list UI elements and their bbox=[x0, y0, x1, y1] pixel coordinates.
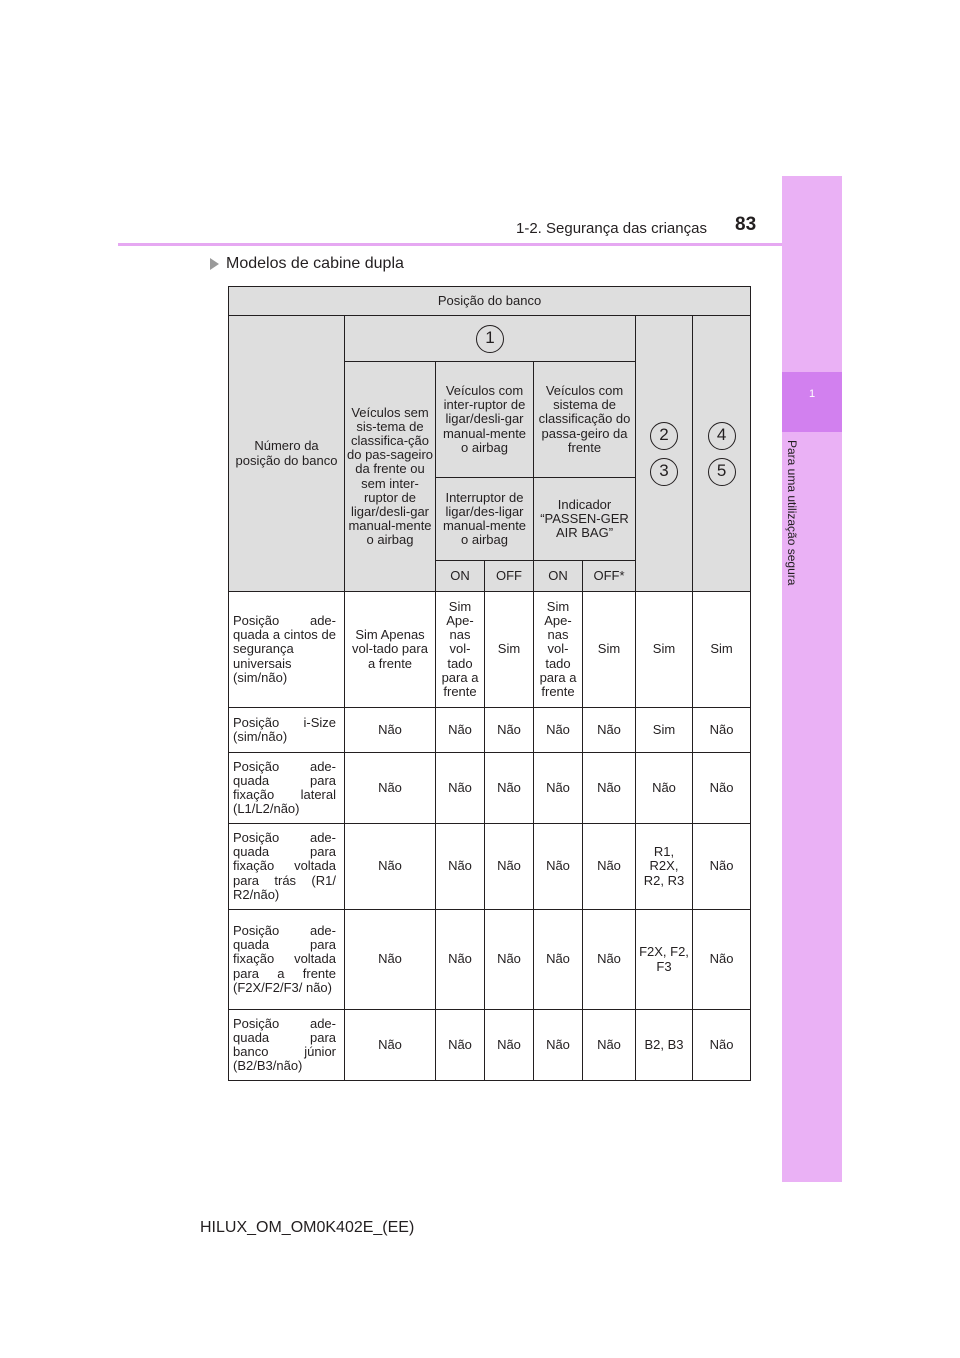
chapter-tab[interactable] bbox=[782, 372, 842, 432]
section-title: 1-2. Segurança das crianças bbox=[516, 220, 707, 237]
table-cell: Sim bbox=[636, 592, 693, 708]
table-cell: Não bbox=[583, 824, 636, 910]
table-cell: Não bbox=[534, 753, 583, 824]
header-switch-sub: Interruptor de ligar/des-ligar manual-mente o airbag bbox=[436, 478, 534, 561]
table-cell: Sim bbox=[583, 592, 636, 708]
table-cell: Não bbox=[583, 910, 636, 1010]
table-cell: Não bbox=[693, 708, 751, 753]
row-label: Posição ade-quada para banco júnior (B2/B3/não) bbox=[229, 1010, 345, 1081]
table-row bbox=[229, 592, 751, 708]
seat-number-2-icon: 2 bbox=[650, 422, 678, 450]
row-label: Posição ade-quada para fixação voltada para trás (R1/ R2/não) bbox=[229, 824, 345, 910]
table-cell: Não bbox=[636, 753, 693, 824]
table-cell: Não bbox=[436, 708, 485, 753]
state-on-2: ON bbox=[534, 561, 583, 592]
table-cell: Não bbox=[485, 824, 534, 910]
state-on-1: ON bbox=[436, 561, 485, 592]
table-cell: Não bbox=[345, 1010, 436, 1081]
header-divider bbox=[118, 243, 842, 246]
table-cell: Não bbox=[693, 1010, 751, 1081]
table-cell: Não bbox=[583, 1010, 636, 1081]
table-row bbox=[229, 708, 751, 753]
section-heading bbox=[210, 255, 404, 273]
table-cell: Não bbox=[436, 824, 485, 910]
table-cell: Não bbox=[345, 753, 436, 824]
state-off-2: OFF* bbox=[583, 561, 636, 592]
seat-4-5-header bbox=[693, 316, 751, 592]
table-cell: Não bbox=[345, 910, 436, 1010]
table-row bbox=[229, 824, 751, 910]
document-code: HILUX_OM_OM0K402E_(EE) bbox=[200, 1219, 415, 1236]
chapter-label-wrapper bbox=[785, 440, 805, 620]
table-cell: Não bbox=[693, 824, 751, 910]
seat-number-4-icon: 4 bbox=[708, 422, 736, 450]
side-tab-bar bbox=[782, 176, 842, 1182]
seat-number-1-icon: 1 bbox=[476, 325, 504, 353]
header-no-switch: Veículos sem sis-tema de classifica-ção do pas-sageiro da frente ou sem inter-ruptor de ligar/desli-gar manual-mente o airbag bbox=[345, 362, 436, 592]
table-cell: Sim Ape-nas vol-tado para a frente bbox=[534, 592, 583, 708]
table-cell: Sim bbox=[485, 592, 534, 708]
table-row bbox=[229, 1010, 751, 1081]
table-cell: Não bbox=[693, 753, 751, 824]
seat-position-header: Posição do banco bbox=[229, 287, 751, 316]
chapter-label: Para uma utilização segura bbox=[785, 440, 799, 586]
table-cell: Sim bbox=[636, 708, 693, 753]
row-label: Posição ade-quada para fixação voltada para a frente (F2X/F2/F3/ não) bbox=[229, 910, 345, 1010]
table-cell: Não bbox=[485, 910, 534, 1010]
table-cell: Não bbox=[485, 708, 534, 753]
header-with-switch: Veículos com inter-ruptor de ligar/desli-gar manual-mente o airbag bbox=[436, 362, 534, 478]
table-cell: Sim bbox=[693, 592, 751, 708]
bullet-triangle-icon bbox=[210, 258, 219, 270]
table-cell: Não bbox=[583, 708, 636, 753]
seat-number-3-icon: 3 bbox=[650, 458, 678, 486]
seat-1-header bbox=[345, 316, 636, 362]
state-off-1: OFF bbox=[485, 561, 534, 592]
row-label: Posição ade-quada para fixação lateral (L1/L2/não) bbox=[229, 753, 345, 824]
table-cell: Não bbox=[485, 1010, 534, 1081]
header-indicator-sub: Indicador “PASSEN-GER AIR BAG” bbox=[534, 478, 636, 561]
table-cell: Não bbox=[345, 708, 436, 753]
table-cell: Não bbox=[534, 1010, 583, 1081]
seat-position-table bbox=[228, 286, 751, 1081]
table-cell: Sim Ape-nas vol-tado para a frente bbox=[436, 592, 485, 708]
chapter-number: 1 bbox=[808, 388, 816, 400]
table-cell: Não bbox=[534, 708, 583, 753]
table-row bbox=[229, 910, 751, 1010]
row-label: Posição i-Size (sim/não) bbox=[229, 708, 345, 753]
table-cell: F2X, F2, F3 bbox=[636, 910, 693, 1010]
seat-2-3-header bbox=[636, 316, 693, 592]
table-cell: Não bbox=[583, 753, 636, 824]
table-cell: Não bbox=[693, 910, 751, 1010]
table-cell: B2, B3 bbox=[636, 1010, 693, 1081]
header-with-system: Veículos com sistema de classificação do passa-geiro da frente bbox=[534, 362, 636, 478]
table-cell: Não bbox=[485, 753, 534, 824]
table-cell: Não bbox=[534, 824, 583, 910]
page-number: 83 bbox=[735, 214, 757, 235]
table-cell: R1, R2X, R2, R3 bbox=[636, 824, 693, 910]
table-cell: Não bbox=[345, 824, 436, 910]
table-cell: Não bbox=[436, 1010, 485, 1081]
row-label: Posição ade-quada a cintos de segurança universais (sim/não) bbox=[229, 592, 345, 708]
table-cell: Sim Apenas vol-tado para a frente bbox=[345, 592, 436, 708]
row-header-label: Número da posição do banco bbox=[229, 316, 345, 592]
table-row bbox=[229, 753, 751, 824]
table-cell: Não bbox=[436, 910, 485, 1010]
table-cell: Não bbox=[534, 910, 583, 1010]
section-heading-text: Modelos de cabine dupla bbox=[226, 255, 404, 272]
table-cell: Não bbox=[436, 753, 485, 824]
seat-number-5-icon: 5 bbox=[708, 458, 736, 486]
